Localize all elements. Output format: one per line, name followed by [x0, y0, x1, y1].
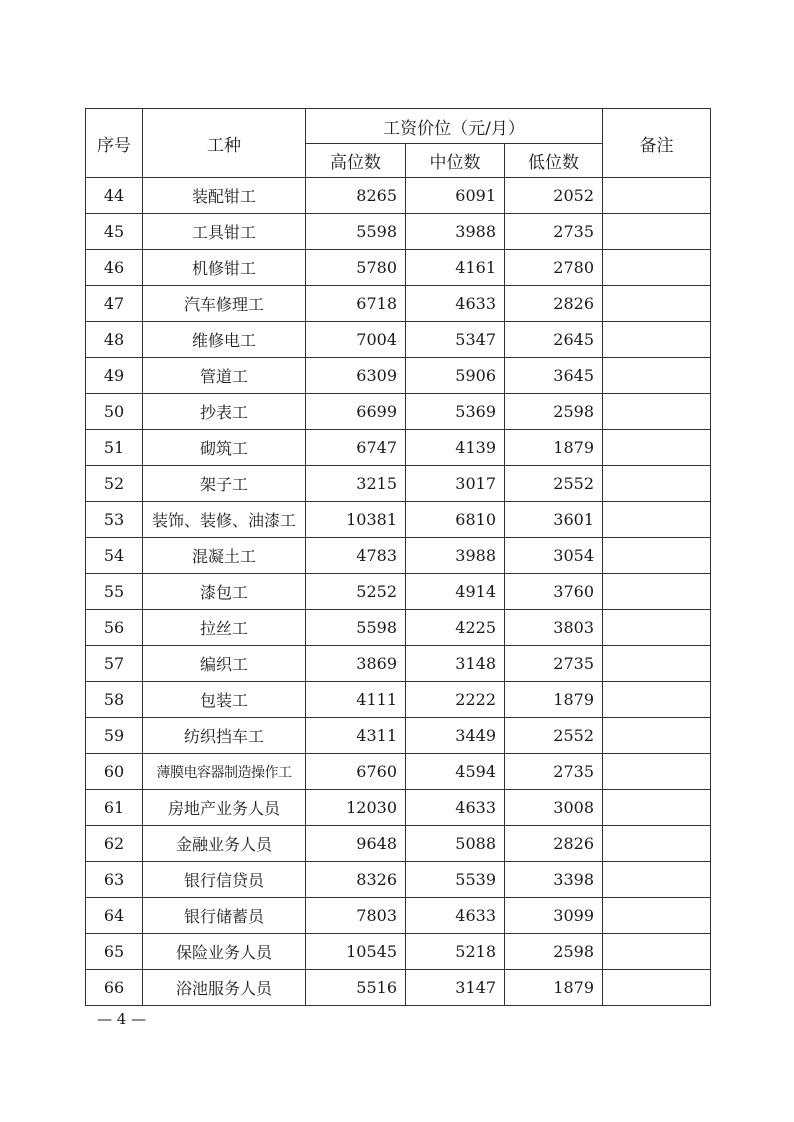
- row-note: [603, 754, 711, 790]
- row-job: 漆包工: [143, 574, 306, 610]
- table-row: [86, 214, 711, 250]
- row-high: 5516: [306, 970, 406, 1006]
- row-mid: 6091: [406, 178, 505, 214]
- row-low: 1879: [505, 682, 603, 718]
- header-job: 工种: [143, 109, 306, 178]
- row-seq: 49: [86, 358, 143, 394]
- row-note: [603, 538, 711, 574]
- row-mid: 4225: [406, 610, 505, 646]
- table-row: [86, 358, 711, 394]
- row-high: 5598: [306, 214, 406, 250]
- row-mid: 4914: [406, 574, 505, 610]
- row-mid: 4139: [406, 430, 505, 466]
- row-seq: 52: [86, 466, 143, 502]
- row-low: 3645: [505, 358, 603, 394]
- row-mid: 4594: [406, 754, 505, 790]
- row-high: 8326: [306, 862, 406, 898]
- header-wage-group: 工资价位（元/月）: [306, 109, 603, 144]
- row-high: 4783: [306, 538, 406, 574]
- row-job: 混凝土工: [143, 538, 306, 574]
- row-low: 2598: [505, 934, 603, 970]
- row-seq: 51: [86, 430, 143, 466]
- row-high: 5598: [306, 610, 406, 646]
- wage-table: [85, 108, 711, 1006]
- row-low: 3803: [505, 610, 603, 646]
- row-job: 砌筑工: [143, 430, 306, 466]
- row-high: 3215: [306, 466, 406, 502]
- table-row: [86, 970, 711, 1006]
- row-seq: 50: [86, 394, 143, 430]
- row-low: 3008: [505, 790, 603, 826]
- row-seq: 55: [86, 574, 143, 610]
- row-job: 维修电工: [143, 322, 306, 358]
- row-mid: 5369: [406, 394, 505, 430]
- table-row: [86, 178, 711, 214]
- row-low: 2735: [505, 214, 603, 250]
- row-mid: 5088: [406, 826, 505, 862]
- row-low: 3099: [505, 898, 603, 934]
- row-high: 7803: [306, 898, 406, 934]
- row-seq: 48: [86, 322, 143, 358]
- row-seq: 60: [86, 754, 143, 790]
- row-high: 7004: [306, 322, 406, 358]
- row-job: 抄表工: [143, 394, 306, 430]
- row-high: 5252: [306, 574, 406, 610]
- row-high: 6309: [306, 358, 406, 394]
- row-seq: 65: [86, 934, 143, 970]
- row-seq: 66: [86, 970, 143, 1006]
- row-high: 12030: [306, 790, 406, 826]
- row-high: 9648: [306, 826, 406, 862]
- row-mid: 3988: [406, 214, 505, 250]
- row-mid: 3147: [406, 970, 505, 1006]
- table-row: [86, 394, 711, 430]
- row-high: 6699: [306, 394, 406, 430]
- row-low: 2552: [505, 466, 603, 502]
- row-job: 纺织挡车工: [143, 718, 306, 754]
- table-row: [86, 826, 711, 862]
- row-note: [603, 322, 711, 358]
- row-seq: 63: [86, 862, 143, 898]
- row-low: 3398: [505, 862, 603, 898]
- row-note: [603, 898, 711, 934]
- row-note: [603, 430, 711, 466]
- row-seq: 57: [86, 646, 143, 682]
- table-row: [86, 538, 711, 574]
- row-low: 2552: [505, 718, 603, 754]
- row-note: [603, 250, 711, 286]
- row-mid: 2222: [406, 682, 505, 718]
- row-high: 5780: [306, 250, 406, 286]
- table-row: [86, 502, 711, 538]
- row-seq: 53: [86, 502, 143, 538]
- row-job: 机修钳工: [143, 250, 306, 286]
- row-low: 3054: [505, 538, 603, 574]
- row-high: 3869: [306, 646, 406, 682]
- row-low: 2735: [505, 646, 603, 682]
- row-low: 2780: [505, 250, 603, 286]
- row-seq: 47: [86, 286, 143, 322]
- row-low: 2735: [505, 754, 603, 790]
- row-job: 金融业务人员: [143, 826, 306, 862]
- row-seq: 46: [86, 250, 143, 286]
- table-row: [86, 574, 711, 610]
- row-job: 房地产业务人员: [143, 790, 306, 826]
- table-row: [86, 898, 711, 934]
- header-high: 高位数: [306, 144, 406, 178]
- table-row: [86, 466, 711, 502]
- row-high: 6747: [306, 430, 406, 466]
- row-job: 银行储蓄员: [143, 898, 306, 934]
- row-note: [603, 286, 711, 322]
- row-job: 银行信贷员: [143, 862, 306, 898]
- row-low: 3760: [505, 574, 603, 610]
- row-high: 6760: [306, 754, 406, 790]
- row-note: [603, 178, 711, 214]
- row-low: 3601: [505, 502, 603, 538]
- table-row: [86, 430, 711, 466]
- row-job: 薄膜电容器制造操作工: [143, 754, 306, 790]
- row-high: 4311: [306, 718, 406, 754]
- row-note: [603, 502, 711, 538]
- row-note: [603, 862, 711, 898]
- row-note: [603, 574, 711, 610]
- table-body: [86, 178, 711, 1006]
- row-high: 8265: [306, 178, 406, 214]
- row-seq: 45: [86, 214, 143, 250]
- table-row: [86, 286, 711, 322]
- row-mid: 6810: [406, 502, 505, 538]
- table-row: [86, 754, 711, 790]
- page-number: — 4 —: [97, 1010, 147, 1028]
- row-note: [603, 826, 711, 862]
- table-row: [86, 646, 711, 682]
- table-row: [86, 934, 711, 970]
- row-note: [603, 358, 711, 394]
- row-mid: 5906: [406, 358, 505, 394]
- row-low: 2052: [505, 178, 603, 214]
- row-mid: 4161: [406, 250, 505, 286]
- header-low: 低位数: [505, 144, 603, 178]
- row-job: 保险业务人员: [143, 934, 306, 970]
- row-low: 2826: [505, 286, 603, 322]
- row-seq: 61: [86, 790, 143, 826]
- row-seq: 44: [86, 178, 143, 214]
- row-seq: 62: [86, 826, 143, 862]
- row-high: 10381: [306, 502, 406, 538]
- table-row: [86, 682, 711, 718]
- table-row: [86, 718, 711, 754]
- row-job: 编织工: [143, 646, 306, 682]
- row-note: [603, 214, 711, 250]
- row-seq: 56: [86, 610, 143, 646]
- row-note: [603, 646, 711, 682]
- row-low: 2598: [505, 394, 603, 430]
- row-high: 10545: [306, 934, 406, 970]
- row-mid: 5218: [406, 934, 505, 970]
- row-low: 2645: [505, 322, 603, 358]
- row-mid: 4633: [406, 286, 505, 322]
- header-seq: 序号: [86, 109, 143, 178]
- row-job: 工具钳工: [143, 214, 306, 250]
- row-mid: 3988: [406, 538, 505, 574]
- row-job: 管道工: [143, 358, 306, 394]
- row-job: 汽车修理工: [143, 286, 306, 322]
- header-note: 备注: [603, 109, 711, 178]
- row-note: [603, 970, 711, 1006]
- row-seq: 64: [86, 898, 143, 934]
- row-job: 装饰、装修、油漆工: [143, 502, 306, 538]
- header-mid: 中位数: [406, 144, 505, 178]
- row-seq: 59: [86, 718, 143, 754]
- table-row: [86, 250, 711, 286]
- row-note: [603, 466, 711, 502]
- row-mid: 3148: [406, 646, 505, 682]
- row-note: [603, 934, 711, 970]
- row-mid: 4633: [406, 898, 505, 934]
- row-note: [603, 718, 711, 754]
- row-note: [603, 790, 711, 826]
- row-note: [603, 682, 711, 718]
- row-low: 1879: [505, 430, 603, 466]
- row-seq: 54: [86, 538, 143, 574]
- row-job: 装配钳工: [143, 178, 306, 214]
- row-high: 6718: [306, 286, 406, 322]
- row-mid: 3017: [406, 466, 505, 502]
- table-row: [86, 322, 711, 358]
- row-job: 浴池服务人员: [143, 970, 306, 1006]
- row-job: 包装工: [143, 682, 306, 718]
- row-job: 架子工: [143, 466, 306, 502]
- row-mid: 3449: [406, 718, 505, 754]
- row-mid: 4633: [406, 790, 505, 826]
- row-mid: 5347: [406, 322, 505, 358]
- row-note: [603, 394, 711, 430]
- row-mid: 5539: [406, 862, 505, 898]
- table-row: [86, 862, 711, 898]
- row-low: 2826: [505, 826, 603, 862]
- row-note: [603, 610, 711, 646]
- table-row: [86, 610, 711, 646]
- row-job: 拉丝工: [143, 610, 306, 646]
- row-high: 4111: [306, 682, 406, 718]
- row-seq: 58: [86, 682, 143, 718]
- row-low: 1879: [505, 970, 603, 1006]
- table-row: [86, 790, 711, 826]
